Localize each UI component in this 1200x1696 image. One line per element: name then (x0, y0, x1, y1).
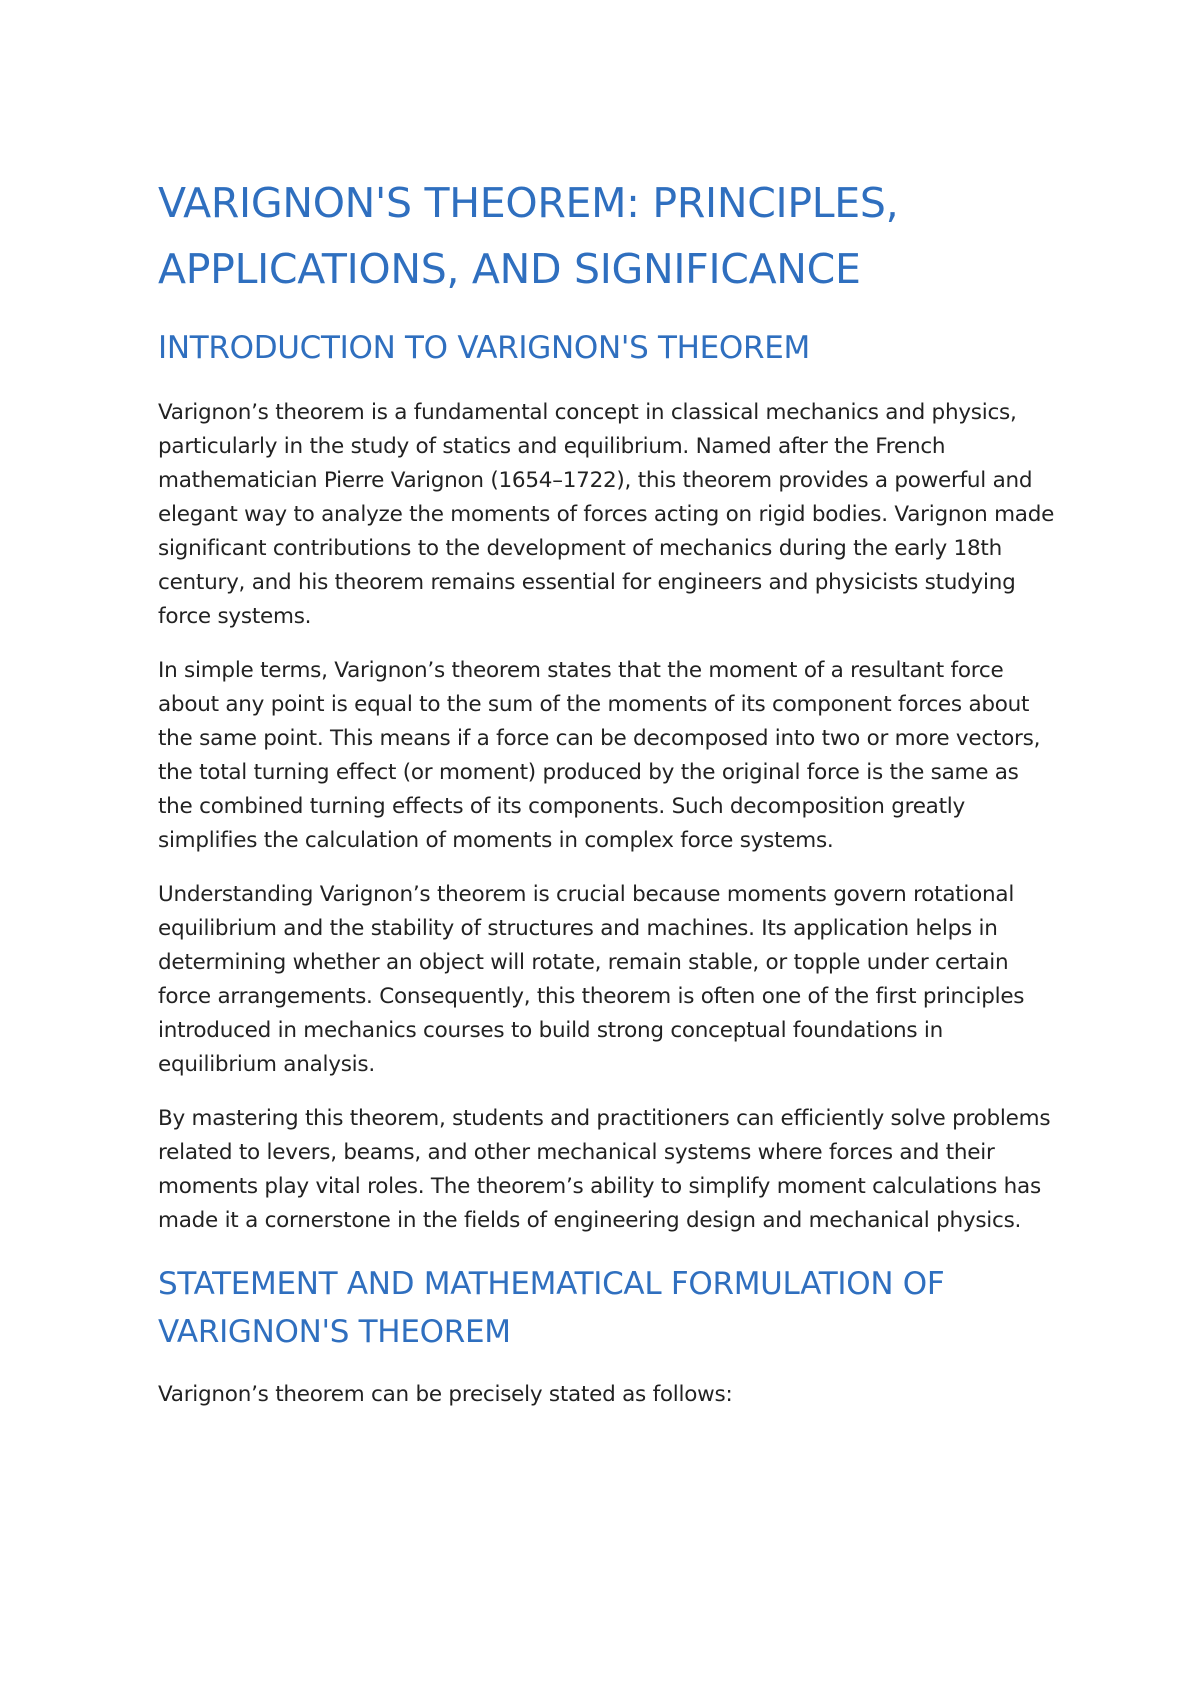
intro-paragraph-2: In simple terms, Varignon’s theorem states that the moment of a resultant force about any point is equal to the sum of the moments of its component forces about the same point. This means if a force can be decomposed into two or more vectors, the total turning effect (or moment) produced by the original force is the same as the combined turning effects of its components. Such decomposition greatly simplifies the calculation of moments in complex force systems. (158, 658, 1041, 853)
section-heading-introduction: INTRODUCTION TO VARIGNON'S THEOREM (158, 330, 811, 366)
document-title: VARIGNON'S THEOREM: PRINCIPLES, APPLICATIONS, AND SIGNIFICANCE (158, 179, 899, 293)
document-content (158, 170, 1058, 1432)
statement-paragraph-1: Varignon’s theorem can be precisely stated as follows: (158, 1382, 733, 1407)
section-heading-statement: STATEMENT AND MATHEMATICAL FORMULATION OF VARIGNON'S THEOREM (158, 1266, 945, 1350)
intro-paragraph-4: By mastering this theorem, students and practitioners can efficiently solve problems related to levers, beams, and other mechanical systems where forces and their moments play vital roles. The theorem’s ability to simplify moment calculations has made it a cornerstone in the fields of engineering design and mechanical physics. (158, 1106, 1051, 1233)
intro-paragraph-3: Understanding Varignon’s theorem is crucial because moments govern rotational equilibrium and the stability of structures and machines. Its application helps in determining whether an object will rotate, remain stable, or topple under certain force arrangements. Consequently, this theorem is often one of the first principles introduced in mechanics courses to build strong conceptual foundations in equilibrium analysis. (158, 882, 1025, 1077)
intro-paragraph-1: Varignon’s theorem is a fundamental concept in classical mechanics and physics, particularly in the study of statics and equilibrium. Named after the French mathematician Pierre Varignon (1654–1722), this theorem provides a powerful and elegant way to analyze the moments of forces acting on rigid bodies. Varignon made significant contributions to the development of mechanics during the early 18th century, and his theorem remains essential for engineers and physicists studying force systems. (158, 400, 1055, 629)
